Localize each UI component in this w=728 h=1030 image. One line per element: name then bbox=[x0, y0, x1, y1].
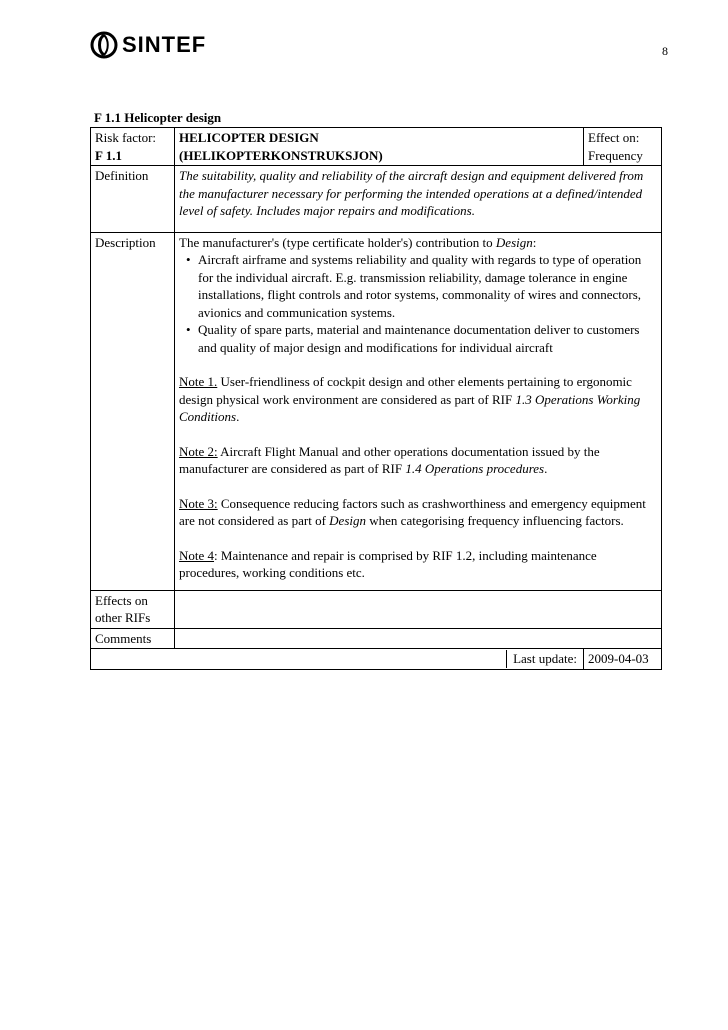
last-update-label-cell bbox=[91, 649, 584, 670]
effects-label: Effects on other RIFs bbox=[91, 590, 175, 628]
note-4: Note 4: Maintenance and repair is comprised by RIF 1.2, including maintenance procedures, working conditions etc. bbox=[179, 547, 597, 580]
description-cell bbox=[175, 232, 662, 590]
effects-value bbox=[175, 590, 662, 628]
risk-factor-label-cell bbox=[91, 128, 175, 166]
definition-label: Definition bbox=[91, 166, 175, 233]
title-row bbox=[91, 128, 662, 166]
effect-on-label: Effect on: bbox=[588, 130, 640, 145]
last-update-row bbox=[91, 649, 662, 670]
page-header bbox=[90, 28, 690, 68]
risk-factor-table bbox=[90, 127, 662, 670]
rif-title-cell bbox=[175, 128, 584, 166]
bullet-item: • Aircraft airframe and systems reliability and quality with regards to type of operation for the individual aircraft. E.g. transmission reliability, damage tolerance in engine installations, flight controls and rotor systems, commonality of wires and connectors, avionics and communication systems. bbox=[198, 251, 657, 321]
rif-title-norwegian: (HELIKOPTERKONSTRUKSJON) bbox=[179, 147, 383, 163]
comments-row bbox=[91, 628, 662, 649]
last-update-label: Last update: bbox=[506, 650, 583, 668]
risk-factor-label: Risk factor: bbox=[95, 130, 157, 145]
description-bullets bbox=[179, 251, 657, 356]
effect-on-value: Frequency bbox=[588, 147, 643, 163]
logo-text: SINTEF bbox=[122, 32, 207, 57]
sintef-logo bbox=[90, 31, 206, 59]
note-2: Note 2: Aircraft Flight Manual and other operations documentation issued by the manufacturer are considered as part of RIF 1.4 Operations procedures. bbox=[179, 443, 600, 476]
note-1: Note 1. User-friendliness of cockpit design and other elements pertaining to ergonomic design physical work environment are considered as part of RIF 1.3 Operations Working Conditions. bbox=[179, 374, 641, 424]
comments-label: Comments bbox=[91, 628, 175, 649]
effect-on-cell bbox=[584, 128, 662, 166]
note-3: Note 3: Consequence reducing factors such as crashworthiness and emergency equipment are not considered as part of Design when categorising frequency influencing factors. bbox=[179, 495, 646, 528]
description-label: Description bbox=[91, 232, 175, 590]
section-title: F 1.1 Helicopter design bbox=[94, 110, 222, 125]
last-update-value: 2009-04-03 bbox=[584, 649, 662, 670]
rif-title: HELICOPTER DESIGN bbox=[179, 130, 319, 145]
description-intro: The manufacturer's (type certificate holder's) contribution to Design: bbox=[179, 234, 537, 250]
definition-text: The suitability, quality and reliability of the aircraft design and equipment delivered from the manufacturer necessary for performing the intended operations at a defined/intended level of safety. Includes major repairs and modifications. bbox=[175, 166, 662, 233]
comments-value bbox=[175, 628, 662, 649]
sintef-logo-icon bbox=[90, 31, 118, 59]
page-number: 8 bbox=[662, 44, 668, 58]
bullet-item: • Quality of spare parts, material and maintenance documentation deliver to customers and quality of major design and modifications for individual aircraft bbox=[198, 321, 657, 356]
risk-factor-id: F 1.1 bbox=[95, 147, 122, 163]
effects-row bbox=[91, 590, 662, 628]
definition-row bbox=[91, 166, 662, 233]
description-row bbox=[91, 232, 662, 590]
